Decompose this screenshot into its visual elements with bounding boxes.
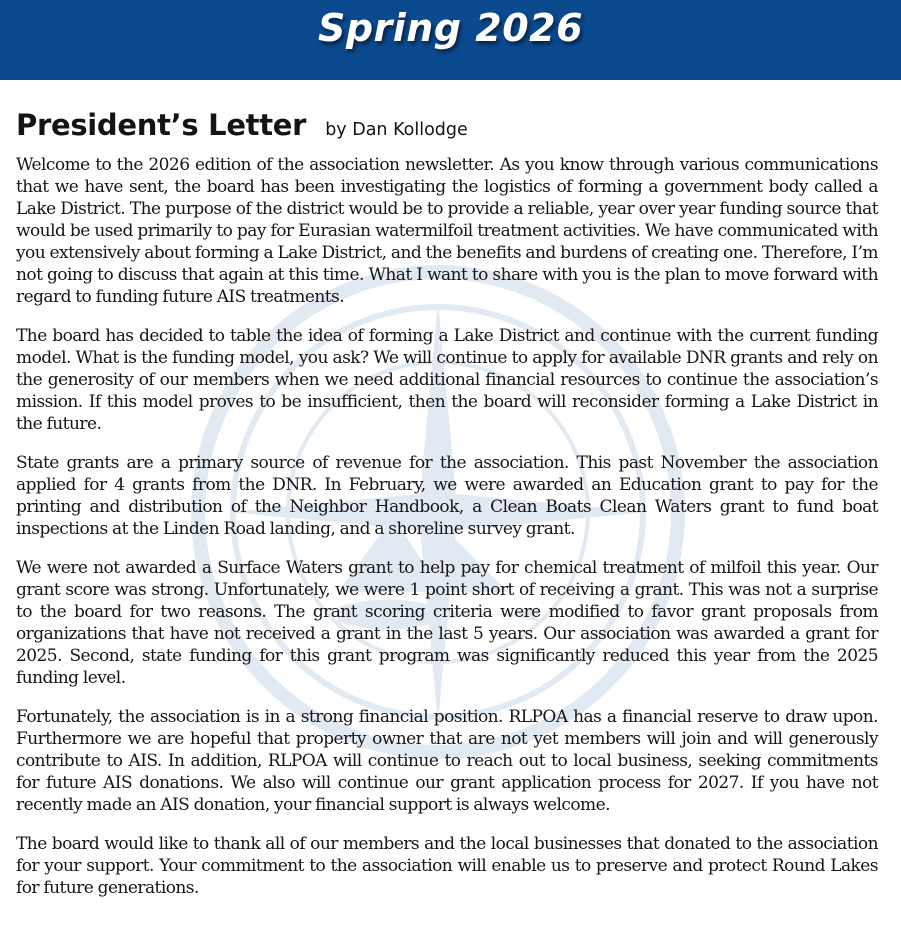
article-byline: by Dan Kollodge — [325, 120, 468, 140]
paragraph-3: State grants are a primary source of revenue for the association. This past November the association applied for 4 grants from the DNR. In February, we were awarded an Education grant to pay for the printing and distribution of the Neighbor Handbook, a Clean Boats Clean Waters grant to fund boat inspections at the Linden Road landing, and a shoreline survey grant. — [16, 453, 878, 539]
issue-title: Spring 2026 — [317, 6, 584, 50]
paragraph-6: The board would like to thank all of our members and the local businesses that donated to the association for your support. Your commitment to the association will enable us to preserve and protect Round Lakes for future generations. — [16, 834, 878, 898]
paragraph-4: We were not awarded a Surface Waters grant to help pay for chemical treatment of milfoil this year. Our grant score was strong. Unfortunately, we were 1 point short of receiving a grant. This was not a surprise to the board for two reasons. The grant scoring criteria were modified to favor grant proposals from organizations that have not received a grant in the last 5 years. Our association was awarded a grant for 2025. Second, state funding for this grant program was significantly reduced this year from the 2025 funding level. — [16, 558, 878, 688]
paragraph-2: The board has decided to table the idea of forming a Lake District and continue with the current funding model. What is the funding model, you ask? We will continue to apply for available DNR grants and rely on the generosity of our members when we need additional financial resources to continue the association’s mission. If this model proves to be insufficient, then the board will reconsider forming a Lake District in the future. — [16, 326, 878, 434]
newsletter-banner — [0, 0, 901, 80]
paragraph-5: Fortunately, the association is in a strong financial position. RLPOA has a financial reserve to draw upon. Furthermore we are hopeful that property owner that are not yet members will join and will generously contribute to AIS. In addition, RLPOA will continue to reach out to local business, seeking commitments for future AIS donations. We also will continue our grant application process for 2027. If you have not recently made an AIS donation, your financial support is always welcome. — [16, 707, 878, 815]
article-header — [16, 108, 878, 142]
article-title: President’s Letter — [16, 108, 307, 142]
paragraph-1: Welcome to the 2026 edition of the association newsletter. As you know through various communications that we have sent, the board has been investigating the logistics of forming a government body called a Lake District. The purpose of the district would be to provide a reliable, year over year funding source that would be used primarily to pay for Eurasian watermilfoil treatment activities. We have communicated with you extensively about forming a Lake District, and the benefits and burdens of creating one. Therefore, I’m not going to discuss that again at this time. What I want to share with you is the plan to move forward with regard to funding future AIS treatments. — [16, 155, 878, 307]
presidents-letter-article — [16, 108, 878, 916]
